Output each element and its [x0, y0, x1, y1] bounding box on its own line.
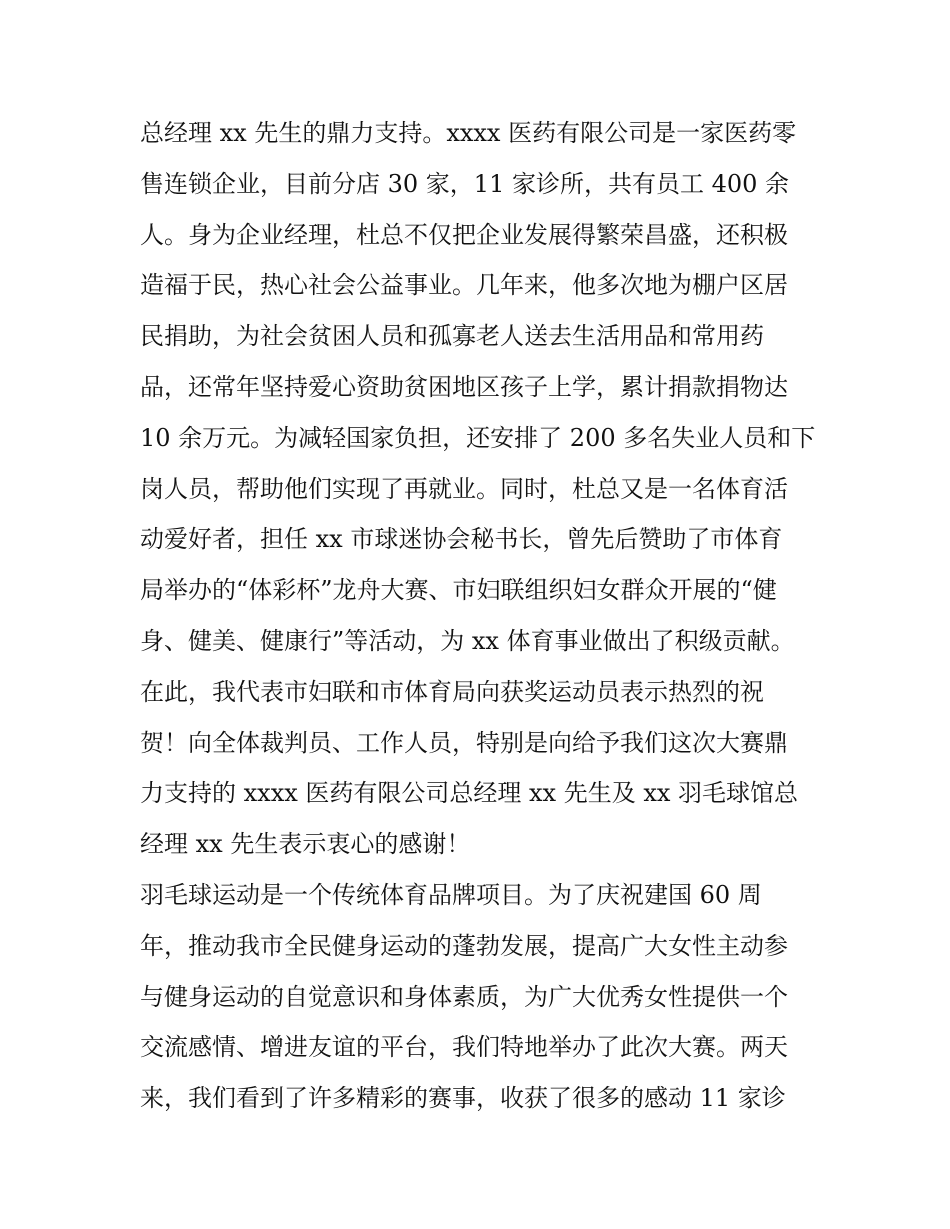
text-line: 与健身运动的自觉意识和身体素质，为广大优秀女性提供一个 [140, 982, 788, 1011]
text-line: 民捐助，为社会贫困人员和孤寡老人送去生活用品和常用药 [140, 322, 764, 351]
text-line: 年，推动我市全民健身运动的蓬勃发展，提高广大女性主动参 [140, 931, 788, 960]
text-line: 总经理 xx 先生的鼎力支持。xxxx 医药有限公司是一家医药零 [140, 119, 797, 147]
text-line: 品，还常年坚持爱心资助贫困地区孩子上学，累计捐款捐物达 [140, 372, 788, 401]
text-line: 羽毛球运动是一个传统体育品牌项目。为了庆祝建国 60 周 [140, 880, 762, 909]
text-line: 力支持的 xxxx 医药有限公司总经理 xx 先生及 xx 羽毛球馆总 [140, 779, 799, 808]
text-line: 售连锁企业，目前分店 30 家，11 家诊所，共有员工 400 余 [140, 169, 790, 198]
text-line: 来，我们看到了许多精彩的赛事，收获了很多的感动 11 家诊 [140, 1084, 786, 1113]
text-line: 岗人员，帮助他们实现了再就业。同时，杜总又是一名体育活 [140, 474, 788, 503]
text-line: 造福于民，热心社会公益事业。几年来，他多次地为棚户区居 [140, 271, 788, 300]
text-line: 贺！向全体裁判员、工作人员，特别是向给予我们这次大赛鼎 [140, 728, 788, 757]
text-line: 局举办的“体彩杯”龙舟大赛、市妇联组织妇女群众开展的“健 [140, 576, 777, 605]
text-line: 交流感情、增进友谊的平台，我们特地举办了此次大赛。两天 [140, 1033, 788, 1062]
text-line: 身、健美、健康行”等活动，为 xx 体育事业做出了积级贡献。 [140, 626, 795, 655]
text-line: 在此，我代表市妇联和市体育局向获奖运动员表示热烈的祝 [140, 677, 764, 706]
text-line: 人。身为企业经理，杜总不仅把企业发展得繁荣昌盛，还积极 [140, 220, 788, 249]
body-text [140, 108, 830, 1124]
text-line: 10 余万元。为减轻国家负担，还安排了 200 多名失业人员和下 [140, 423, 816, 452]
text-line: 经理 xx 先生表示衷心的感谢！ [140, 830, 471, 859]
text-line: 动爱好者，担任 xx 市球迷协会秘书长，曾先后赞助了市体育 [140, 525, 783, 554]
